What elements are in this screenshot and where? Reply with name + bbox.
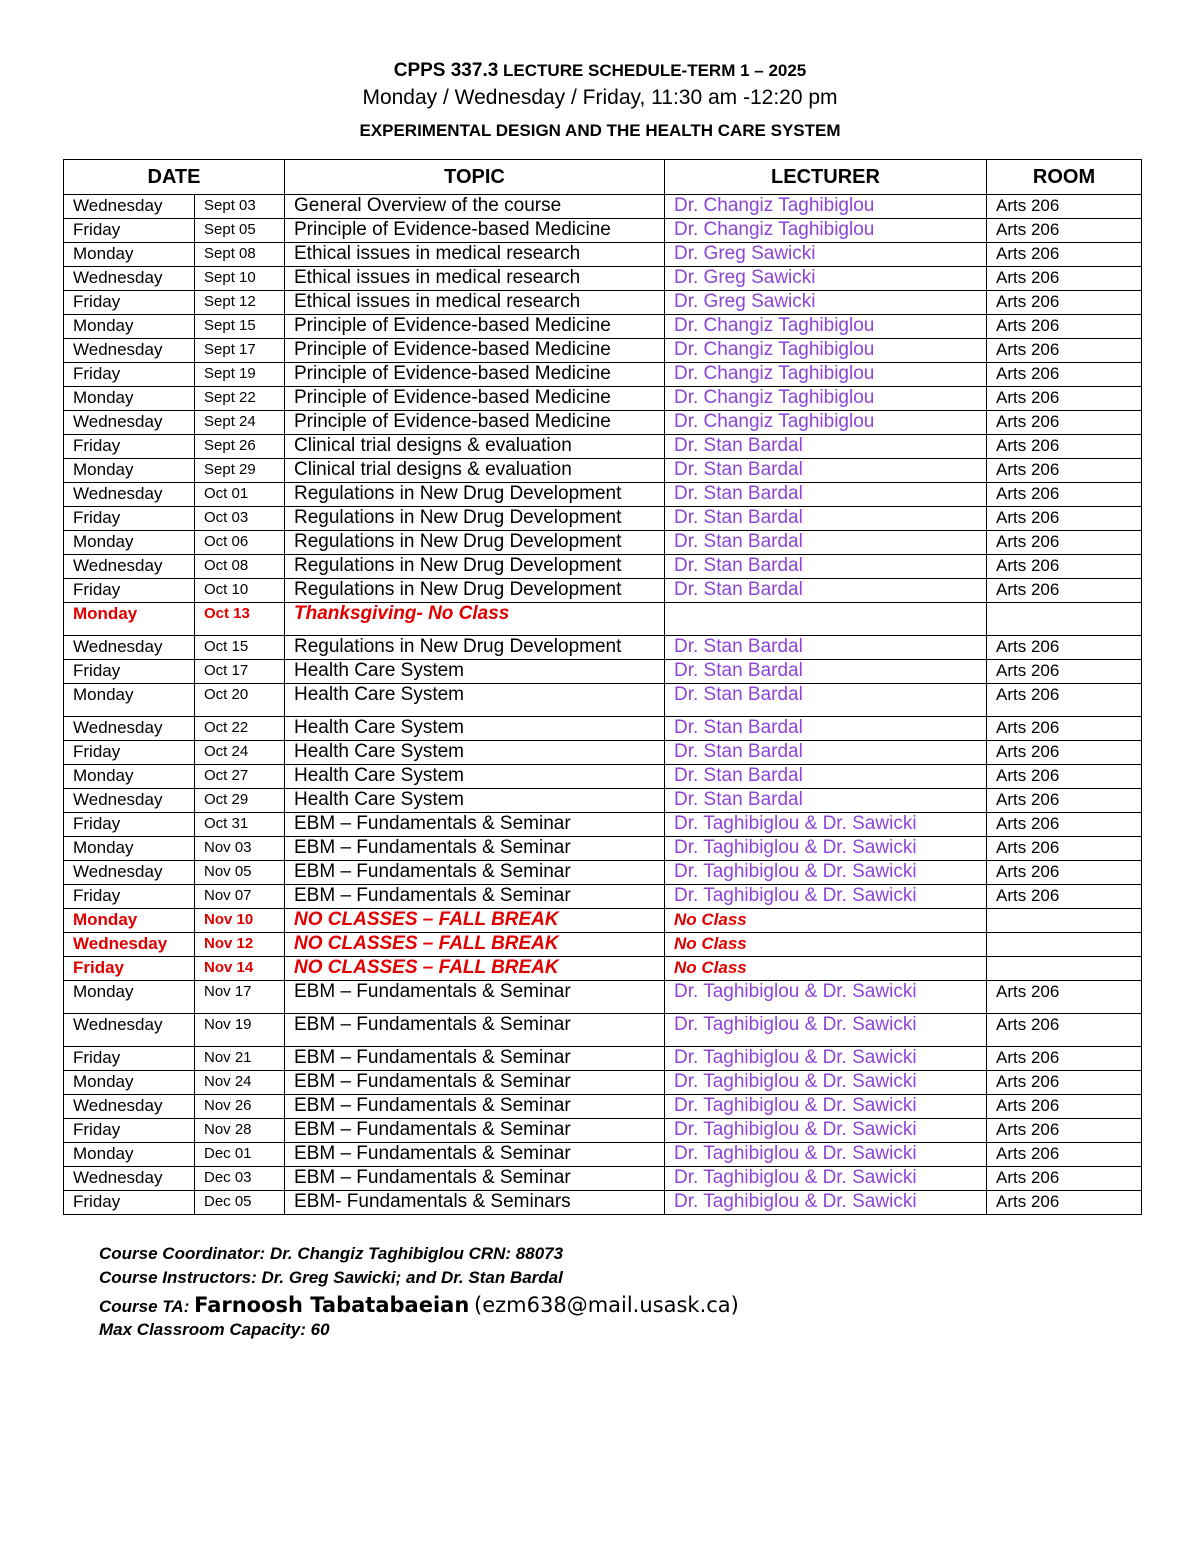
room-cell: Arts 206 (987, 789, 1142, 813)
topic-cell: EBM – Fundamentals & Seminar (285, 837, 665, 861)
date-cell: Nov 14 (195, 957, 285, 981)
lecturer-cell: Dr. Changiz Taghibiglou (665, 411, 987, 435)
date-cell: Dec 03 (195, 1167, 285, 1191)
document-title (0, 60, 1200, 82)
date-cell: Nov 26 (195, 1095, 285, 1119)
lecturer-cell: Dr. Changiz Taghibiglou (665, 387, 987, 411)
date-cell: Nov 19 (195, 1014, 285, 1047)
topic-cell: Principle of Evidence-based Medicine (285, 219, 665, 243)
date-cell: Sept 08 (195, 243, 285, 267)
room-cell: Arts 206 (987, 195, 1142, 219)
table-row (64, 765, 1142, 789)
room-cell: Arts 206 (987, 507, 1142, 531)
lecturer-cell: Dr. Taghibiglou & Dr. Sawicki (665, 1014, 987, 1047)
lecturer-cell: Dr. Stan Bardal (665, 435, 987, 459)
room-cell: Arts 206 (987, 291, 1142, 315)
day-cell: Wednesday (64, 861, 195, 885)
lecturer-cell: Dr. Taghibiglou & Dr. Sawicki (665, 1119, 987, 1143)
day-cell: Monday (64, 981, 195, 1014)
room-cell: Arts 206 (987, 765, 1142, 789)
date-cell: Oct 13 (195, 603, 285, 636)
table-row (64, 195, 1142, 219)
table-row (64, 636, 1142, 660)
topic-cell: Health Care System (285, 660, 665, 684)
topic-cell: EBM- Fundamentals & Seminars (285, 1191, 665, 1215)
table-row (64, 531, 1142, 555)
topic-cell: EBM – Fundamentals & Seminar (285, 1143, 665, 1167)
table-row (64, 684, 1142, 717)
date-cell: Nov 05 (195, 861, 285, 885)
table-row (64, 861, 1142, 885)
table-row (64, 789, 1142, 813)
topic-cell: Principle of Evidence-based Medicine (285, 387, 665, 411)
table-row (64, 411, 1142, 435)
date-cell: Sept 12 (195, 291, 285, 315)
room-cell: Arts 206 (987, 243, 1142, 267)
room-cell: Arts 206 (987, 1143, 1142, 1167)
table-row (64, 1071, 1142, 1095)
topic-cell: Ethical issues in medical research (285, 243, 665, 267)
table-row (64, 219, 1142, 243)
date-cell: Oct 27 (195, 765, 285, 789)
day-cell: Wednesday (64, 483, 195, 507)
lecturer-cell: Dr. Taghibiglou & Dr. Sawicki (665, 837, 987, 861)
date-cell: Oct 06 (195, 531, 285, 555)
lecturer-cell: Dr. Changiz Taghibiglou (665, 219, 987, 243)
date-cell: Sept 05 (195, 219, 285, 243)
day-cell: Monday (64, 837, 195, 861)
table-row (64, 339, 1142, 363)
date-cell: Oct 15 (195, 636, 285, 660)
date-cell: Oct 10 (195, 579, 285, 603)
day-cell: Wednesday (64, 339, 195, 363)
title-rest: LECTURE SCHEDULE-TERM 1 – 2025 (503, 61, 807, 80)
date-cell: Nov 03 (195, 837, 285, 861)
lecturer-cell: Dr. Changiz Taghibiglou (665, 315, 987, 339)
topic-cell: NO CLASSES – FALL BREAK (285, 933, 665, 957)
day-cell: Friday (64, 957, 195, 981)
lecturer-cell: Dr. Taghibiglou & Dr. Sawicki (665, 1167, 987, 1191)
lecturer-cell: Dr. Stan Bardal (665, 483, 987, 507)
table-row (64, 1119, 1142, 1143)
topic-cell: EBM – Fundamentals & Seminar (285, 813, 665, 837)
topic-cell: EBM – Fundamentals & Seminar (285, 1047, 665, 1071)
table-row (64, 1095, 1142, 1119)
topic-cell: EBM – Fundamentals & Seminar (285, 1167, 665, 1191)
lecturer-cell: Dr. Stan Bardal (665, 555, 987, 579)
course-title: EXPERIMENTAL DESIGN AND THE HEALTH CARE SYSTEM (359, 121, 841, 140)
topic-cell: Principle of Evidence-based Medicine (285, 315, 665, 339)
date-cell: Nov 07 (195, 885, 285, 909)
room-cell: Arts 206 (987, 1095, 1142, 1119)
course-instructors: Course Instructors: Dr. Greg Sawicki; and Dr. Stan Bardal (99, 1268, 563, 1287)
date-cell: Sept 24 (195, 411, 285, 435)
date-cell: Sept 26 (195, 435, 285, 459)
date-cell: Oct 08 (195, 555, 285, 579)
date-cell: Sept 17 (195, 339, 285, 363)
topic-cell: Health Care System (285, 789, 665, 813)
day-cell: Wednesday (64, 1095, 195, 1119)
topic-cell: Ethical issues in medical research (285, 267, 665, 291)
topic-cell: Principle of Evidence-based Medicine (285, 363, 665, 387)
room-cell: Arts 206 (987, 1071, 1142, 1095)
day-cell: Friday (64, 507, 195, 531)
table-row (64, 1191, 1142, 1215)
lecturer-cell: Dr. Stan Bardal (665, 636, 987, 660)
date-cell: Nov 17 (195, 981, 285, 1014)
lecturer-cell: Dr. Taghibiglou & Dr. Sawicki (665, 885, 987, 909)
room-cell: Arts 206 (987, 483, 1142, 507)
day-cell: Wednesday (64, 195, 195, 219)
room-cell: Arts 206 (987, 885, 1142, 909)
topic-cell: Health Care System (285, 765, 665, 789)
date-cell: Nov 21 (195, 1047, 285, 1071)
room-cell: Arts 206 (987, 861, 1142, 885)
lecturer-cell: Dr. Changiz Taghibiglou (665, 363, 987, 387)
lecturer-cell: Dr. Taghibiglou & Dr. Sawicki (665, 1095, 987, 1119)
day-cell: Friday (64, 363, 195, 387)
room-cell: Arts 206 (987, 1119, 1142, 1143)
date-cell: Oct 03 (195, 507, 285, 531)
topic-cell: Regulations in New Drug Development (285, 483, 665, 507)
date-cell: Sept 03 (195, 195, 285, 219)
room-cell: Arts 206 (987, 837, 1142, 861)
table-row (64, 363, 1142, 387)
room-cell: Arts 206 (987, 1167, 1142, 1191)
date-cell: Sept 29 (195, 459, 285, 483)
lecturer-cell: Dr. Greg Sawicki (665, 291, 987, 315)
table-row (64, 315, 1142, 339)
lecturer-cell: Dr. Stan Bardal (665, 660, 987, 684)
day-cell: Wednesday (64, 411, 195, 435)
day-cell: Friday (64, 1191, 195, 1215)
room-cell: Arts 206 (987, 267, 1142, 291)
day-cell: Wednesday (64, 267, 195, 291)
lecturer-cell: Dr. Stan Bardal (665, 789, 987, 813)
date-cell: Sept 19 (195, 363, 285, 387)
day-cell: Wednesday (64, 1167, 195, 1191)
room-cell: Arts 206 (987, 1014, 1142, 1047)
room-cell (987, 957, 1142, 981)
table-row (64, 957, 1142, 981)
room-cell (987, 933, 1142, 957)
day-cell: Monday (64, 315, 195, 339)
lecturer-cell: Dr. Changiz Taghibiglou (665, 339, 987, 363)
room-cell: Arts 206 (987, 459, 1142, 483)
ta-email: (ezm638@mail.usask.ca) (474, 1293, 739, 1317)
date-cell: Oct 22 (195, 717, 285, 741)
table-row (64, 243, 1142, 267)
topic-cell: Clinical trial designs & evaluation (285, 435, 665, 459)
topic-cell: EBM – Fundamentals & Seminar (285, 981, 665, 1014)
day-cell: Monday (64, 243, 195, 267)
table-row (64, 483, 1142, 507)
date-cell: Oct 31 (195, 813, 285, 837)
date-cell: Oct 20 (195, 684, 285, 717)
day-cell: Friday (64, 885, 195, 909)
day-cell: Monday (64, 765, 195, 789)
topic-cell: Regulations in New Drug Development (285, 507, 665, 531)
day-cell: Wednesday (64, 1014, 195, 1047)
day-cell: Monday (64, 1143, 195, 1167)
topic-cell: EBM – Fundamentals & Seminar (285, 1095, 665, 1119)
date-cell: Oct 17 (195, 660, 285, 684)
date-cell: Nov 12 (195, 933, 285, 957)
lecturer-cell: Dr. Taghibiglou & Dr. Sawicki (665, 1191, 987, 1215)
room-cell: Arts 206 (987, 717, 1142, 741)
room-cell: Arts 206 (987, 660, 1142, 684)
topic-cell: EBM – Fundamentals & Seminar (285, 885, 665, 909)
date-cell: Nov 24 (195, 1071, 285, 1095)
lecturer-cell: Dr. Taghibiglou & Dr. Sawicki (665, 981, 987, 1014)
table-row (64, 1167, 1142, 1191)
day-cell: Wednesday (64, 555, 195, 579)
schedule-times: Monday / Wednesday / Friday, 11:30 am -12:20 pm (362, 86, 838, 109)
day-cell: Monday (64, 531, 195, 555)
table-row (64, 660, 1142, 684)
table-row (64, 603, 1142, 636)
day-cell: Wednesday (64, 636, 195, 660)
lecturer-cell: Dr. Taghibiglou & Dr. Sawicki (665, 861, 987, 885)
topic-cell: General Overview of the course (285, 195, 665, 219)
day-cell: Wednesday (64, 789, 195, 813)
room-cell: Arts 206 (987, 1047, 1142, 1071)
header-lecturer: LECTURER (665, 160, 987, 195)
topic-cell: Principle of Evidence-based Medicine (285, 339, 665, 363)
day-cell: Friday (64, 219, 195, 243)
table-row (64, 291, 1142, 315)
lecturer-cell: No Class (665, 909, 987, 933)
table-row (64, 579, 1142, 603)
table-row (64, 555, 1142, 579)
day-cell: Friday (64, 741, 195, 765)
table-row (64, 435, 1142, 459)
room-cell: Arts 206 (987, 411, 1142, 435)
date-cell: Oct 29 (195, 789, 285, 813)
course-code: CPPS 337.3 (393, 60, 499, 81)
room-cell: Arts 206 (987, 684, 1142, 717)
table-row (64, 933, 1142, 957)
topic-cell: Regulations in New Drug Development (285, 636, 665, 660)
lecturer-cell: No Class (665, 957, 987, 981)
date-cell: Nov 10 (195, 909, 285, 933)
topic-cell: NO CLASSES – FALL BREAK (285, 909, 665, 933)
table-row (64, 885, 1142, 909)
topic-cell: Regulations in New Drug Development (285, 579, 665, 603)
lecturer-cell: Dr. Stan Bardal (665, 579, 987, 603)
room-cell: Arts 206 (987, 531, 1142, 555)
room-cell: Arts 206 (987, 636, 1142, 660)
room-cell: Arts 206 (987, 579, 1142, 603)
day-cell: Friday (64, 1047, 195, 1071)
topic-cell: EBM – Fundamentals & Seminar (285, 1014, 665, 1047)
ta-name: Farnoosh Tabatabaeian (194, 1293, 470, 1317)
day-cell: Monday (64, 684, 195, 717)
day-cell: Friday (64, 291, 195, 315)
topic-cell: Principle of Evidence-based Medicine (285, 411, 665, 435)
topic-cell: Health Care System (285, 717, 665, 741)
room-cell: Arts 206 (987, 435, 1142, 459)
date-cell: Dec 05 (195, 1191, 285, 1215)
lecturer-cell: Dr. Taghibiglou & Dr. Sawicki (665, 1143, 987, 1167)
room-cell (987, 603, 1142, 636)
room-cell: Arts 206 (987, 315, 1142, 339)
room-cell: Arts 206 (987, 555, 1142, 579)
classroom-capacity: Max Classroom Capacity: 60 (99, 1320, 330, 1339)
day-cell: Friday (64, 1119, 195, 1143)
room-cell: Arts 206 (987, 981, 1142, 1014)
date-cell: Sept 10 (195, 267, 285, 291)
day-cell: Wednesday (64, 717, 195, 741)
table-row (64, 741, 1142, 765)
day-cell: Monday (64, 1071, 195, 1095)
topic-cell: Clinical trial designs & evaluation (285, 459, 665, 483)
topic-cell: EBM – Fundamentals & Seminar (285, 1071, 665, 1095)
table-row (64, 267, 1142, 291)
header-topic: TOPIC (285, 160, 665, 195)
lecturer-cell: Dr. Stan Bardal (665, 507, 987, 531)
day-cell: Friday (64, 660, 195, 684)
lecturer-cell: Dr. Stan Bardal (665, 741, 987, 765)
course-coordinator: Course Coordinator: Dr. Changiz Taghibiglou CRN: 88073 (99, 1244, 564, 1263)
table-row (64, 909, 1142, 933)
header-date: DATE (64, 160, 285, 195)
table-row (64, 813, 1142, 837)
topic-cell: NO CLASSES – FALL BREAK (285, 957, 665, 981)
topic-cell: Health Care System (285, 741, 665, 765)
day-cell: Monday (64, 603, 195, 636)
table-row (64, 507, 1142, 531)
date-cell: Dec 01 (195, 1143, 285, 1167)
topic-cell: Regulations in New Drug Development (285, 555, 665, 579)
lecturer-cell: Dr. Stan Bardal (665, 531, 987, 555)
room-cell: Arts 206 (987, 339, 1142, 363)
room-cell: Arts 206 (987, 741, 1142, 765)
lecturer-cell: Dr. Changiz Taghibiglou (665, 195, 987, 219)
table-row (64, 1143, 1142, 1167)
room-cell: Arts 206 (987, 387, 1142, 411)
lecturer-cell: Dr. Taghibiglou & Dr. Sawicki (665, 1071, 987, 1095)
room-cell (987, 909, 1142, 933)
table-row (64, 387, 1142, 411)
course-ta (99, 1291, 739, 1319)
table-row (64, 1014, 1142, 1047)
table-row (64, 459, 1142, 483)
topic-cell: EBM – Fundamentals & Seminar (285, 1119, 665, 1143)
ta-label: Course TA: (99, 1297, 190, 1316)
date-cell: Oct 01 (195, 483, 285, 507)
lecturer-cell: No Class (665, 933, 987, 957)
day-cell: Friday (64, 813, 195, 837)
topic-cell: Ethical issues in medical research (285, 291, 665, 315)
topic-cell: Regulations in New Drug Development (285, 531, 665, 555)
lecturer-cell: Dr. Stan Bardal (665, 765, 987, 789)
date-cell: Sept 22 (195, 387, 285, 411)
topic-cell: Health Care System (285, 684, 665, 717)
lecturer-cell: Dr. Greg Sawicki (665, 267, 987, 291)
lecturer-cell: Dr. Taghibiglou & Dr. Sawicki (665, 1047, 987, 1071)
lecturer-cell: Dr. Stan Bardal (665, 459, 987, 483)
date-cell: Oct 24 (195, 741, 285, 765)
table-row (64, 1047, 1142, 1071)
topic-cell: Thanksgiving- No Class (285, 603, 665, 636)
table-row (64, 981, 1142, 1014)
room-cell: Arts 206 (987, 1191, 1142, 1215)
day-cell: Monday (64, 387, 195, 411)
lecturer-cell: Dr. Taghibiglou & Dr. Sawicki (665, 813, 987, 837)
room-cell: Arts 206 (987, 813, 1142, 837)
day-cell: Friday (64, 579, 195, 603)
day-cell: Friday (64, 435, 195, 459)
topic-cell: EBM – Fundamentals & Seminar (285, 861, 665, 885)
day-cell: Monday (64, 909, 195, 933)
day-cell: Monday (64, 459, 195, 483)
schedule-table (63, 159, 1142, 1215)
table-row (64, 717, 1142, 741)
date-cell: Sept 15 (195, 315, 285, 339)
day-cell: Wednesday (64, 933, 195, 957)
room-cell: Arts 206 (987, 219, 1142, 243)
lecturer-cell: Dr. Stan Bardal (665, 684, 987, 717)
course-info (99, 1243, 739, 1343)
date-cell: Nov 28 (195, 1119, 285, 1143)
lecturer-cell (665, 603, 987, 636)
table-header-row (64, 160, 1142, 195)
header-room: ROOM (987, 160, 1142, 195)
table-row (64, 837, 1142, 861)
room-cell: Arts 206 (987, 363, 1142, 387)
lecturer-cell: Dr. Stan Bardal (665, 717, 987, 741)
lecturer-cell: Dr. Greg Sawicki (665, 243, 987, 267)
